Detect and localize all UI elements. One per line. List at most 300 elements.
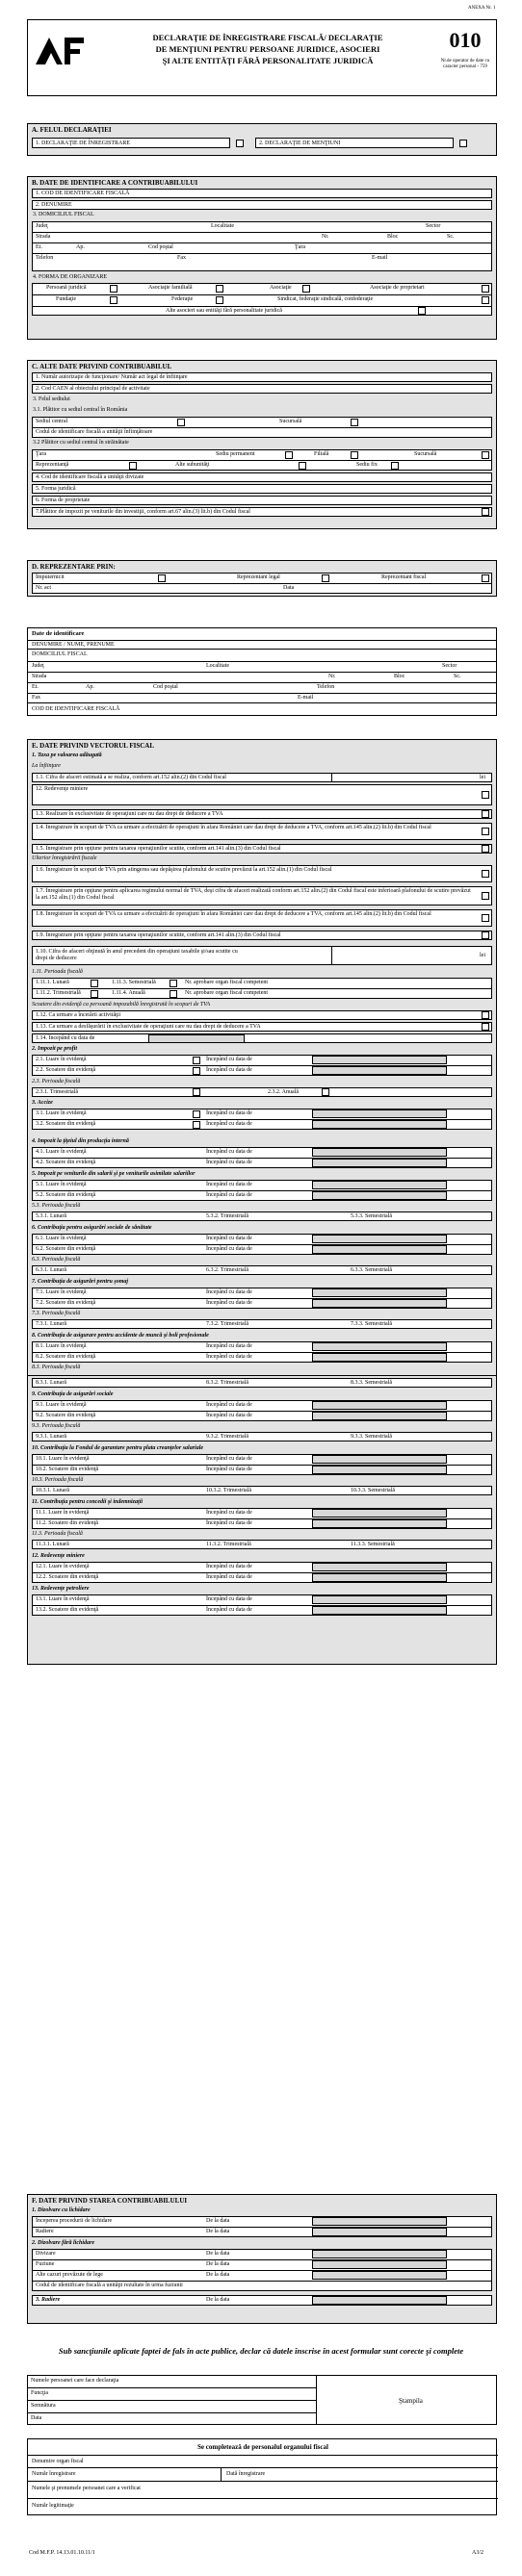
f-1-grid[interactable] — [32, 2216, 492, 2237]
ident-localitate: Localitate — [206, 663, 229, 669]
checkbox-sediu-fix[interactable] — [391, 462, 399, 470]
ident-denumire[interactable] — [28, 640, 496, 650]
e-11-3-2: 11.3.2. Trimestrială — [206, 1542, 251, 1547]
e-9-3-1: 9.3.1. Lunară — [36, 1434, 66, 1440]
e-6-3-2: 6.3.2. Trimestrială — [206, 1267, 249, 1273]
e-7-3-3: 7.3.3. Semestrială — [351, 1321, 392, 1327]
date-1-14[interactable] — [148, 1034, 245, 1043]
forma-af[interactable]: Asociaţie familială — [148, 285, 193, 291]
domiciliu-label: 3. DOMICILIUL FISCAL — [33, 212, 94, 217]
date-6-1[interactable] — [312, 1235, 447, 1243]
e-7-3-2: 7.3.2. Trimestrială — [206, 1321, 249, 1327]
f-fuziune: Fuziune — [36, 2261, 55, 2267]
d-nr-act: Nr. act — [36, 585, 51, 591]
checkbox-1-2[interactable] — [482, 791, 489, 799]
e-8-1-date-label: Începând cu data de — [206, 1343, 252, 1349]
e-1-3-label: 1.3. Realizare în exclusivitate de operaţiuni care nu dau drept de deducere a TVA — [36, 811, 223, 817]
date-7-2[interactable] — [312, 1299, 447, 1308]
e-2-1-date-label: Începând cu data de — [206, 1057, 252, 1062]
d-imputernicit: Împuternicit — [36, 574, 65, 580]
e-1-6[interactable] — [32, 865, 492, 882]
date-4-2[interactable] — [312, 1159, 447, 1167]
e-3-1: 3.1. Luare în evidenţă — [36, 1110, 87, 1116]
e-1-7-label: 1.7. Înregistrare prin opţiune pentru aplicarea regimului normal de TVA, deşi cifra de afaceri realizată conform art.152 alin.(2) din Codul fiscal este inferioară plafonului de scutire prevăzut la art.152 alin.(1) din Codul fiscal — [36, 888, 471, 901]
e-10-2-date-label: Începând cu data de — [206, 1467, 252, 1472]
e-9-1-date-label: Începând cu data de — [206, 1402, 252, 1408]
checkbox-sindicat[interactable] — [482, 296, 489, 304]
checkbox-1-11-2[interactable] — [91, 990, 98, 998]
title-line-1: DECLARAŢIE DE ÎNREGISTRARE FISCALĂ/ DECLARAŢIE — [152, 33, 383, 42]
date-5-2[interactable] — [312, 1191, 447, 1200]
e-1-10[interactable] — [32, 946, 492, 965]
checkbox-af[interactable] — [216, 285, 223, 293]
checkbox-asoc[interactable] — [302, 285, 310, 293]
e-11-3: 11.3. Perioada fiscală — [32, 1531, 83, 1537]
e-8-2: 8.2. Scoatere din evidenţă — [36, 1354, 96, 1360]
e-1-4[interactable] — [32, 823, 492, 840]
ident-denumire-label: DENUMIRE / NUME, PRENUME — [32, 642, 115, 648]
opt-mentiuni[interactable] — [255, 138, 454, 148]
section-b — [27, 176, 497, 340]
checkbox-reprezentant-fiscal[interactable] — [482, 574, 489, 582]
c-forma-proprietate[interactable] — [32, 496, 492, 505]
e-10: 10. Contribuţia la Fondul de garantare pentru plata creanţelor salariale — [32, 1445, 204, 1451]
e-5-2-date-label: Începând cu data de — [206, 1192, 252, 1198]
e-2-2-date-label: Începând cu data de — [206, 1067, 252, 1073]
checkbox-1-9[interactable] — [482, 931, 489, 939]
e-9-1: 9.1. Luare în evidenţă — [36, 1402, 87, 1408]
e-1-12[interactable] — [32, 1010, 492, 1020]
e-13-1: 13.1. Luare în evidenţă — [36, 1596, 90, 1602]
section-e-title: E. DATE PRIVIND VECTORUL FISCAL — [32, 742, 154, 750]
checkbox-1-13[interactable] — [482, 1023, 489, 1031]
f-3-de-la: De la data — [206, 2297, 230, 2303]
ident-address[interactable] — [28, 661, 496, 703]
e-12-grid[interactable] — [32, 1562, 492, 1583]
e-8-3-2: 8.3.2. Trimestrială — [206, 1380, 249, 1386]
e-7-2-date-label: Începând cu data de — [206, 1300, 252, 1306]
decl-data[interactable] — [28, 2413, 317, 2425]
checkbox-impozit-investitii[interactable] — [482, 508, 489, 516]
e-8-3-row[interactable] — [32, 1378, 492, 1388]
c-cod-divizate[interactable] — [32, 472, 492, 482]
e-7-1: 7.1. Luare în evidenţă — [36, 1289, 87, 1295]
e-12-2: 12.2. Scoatere din evidenţă — [36, 1574, 99, 1580]
ident-cod: COD DE IDENTIFICARE FISCALĂ — [32, 706, 120, 712]
f-radiere-de-la: De la data — [206, 2229, 230, 2234]
denumire-field[interactable] — [32, 200, 492, 210]
checkbox-sediu-central[interactable] — [177, 419, 185, 426]
e-1-8[interactable] — [32, 909, 492, 927]
opt-inregistrare-label: 1. DECLARAŢIE DE ÎNREGISTRARE — [36, 140, 130, 146]
decl-stampila: Ştampila — [399, 2397, 423, 2405]
checkbox-2-2[interactable] — [193, 1067, 200, 1075]
e-1-12-label: 1.12. Ca urmare a încetării activităţii — [36, 1012, 121, 1018]
localitate-label: Localitate — [211, 223, 234, 229]
checkbox-1-7[interactable] — [482, 892, 489, 900]
date-12-1[interactable] — [312, 1563, 447, 1571]
c-alte-subunitati: Alte subunităţi — [175, 462, 210, 468]
e-1-3[interactable] — [32, 809, 492, 819]
e-2-2: 2.2. Scoatere din evidenţă — [36, 1067, 96, 1073]
section-c — [27, 360, 497, 529]
c-strain-block[interactable] — [32, 449, 492, 471]
e-6-grid[interactable] — [32, 1234, 492, 1255]
e-1-8-label: 1.8. Înregistrare în scopuri de TVA ca urmare a efectuării de operaţiuni în afara României care dau drept de deducere a TVA, conform art.145 alin.(2) lit.b) din Codul fiscal — [36, 911, 431, 917]
e-1-2[interactable] — [32, 784, 492, 805]
form-note: Nr.de operator de date cu caracter personal - 759 — [440, 59, 490, 69]
date-10-2[interactable] — [312, 1466, 447, 1474]
e-13-grid[interactable] — [32, 1594, 492, 1616]
f-2-grid[interactable] — [32, 2249, 492, 2291]
e-7-3: 7.3. Perioada fiscală — [32, 1311, 81, 1316]
e-8-1: 8.1. Luare în evidenţă — [36, 1343, 87, 1349]
e-5-3-3: 5.3.3. Semestrială — [351, 1213, 392, 1219]
forma-pj[interactable]: Persoană juridică — [46, 285, 87, 291]
date-3-2[interactable] — [312, 1120, 447, 1129]
section-c-title: C. ALTE DATE PRIVIND CONTRIBUABILUL — [32, 363, 172, 370]
c-sucursala2: Sucursală — [414, 451, 437, 457]
e-12-2-date-label: Începând cu data de — [206, 1574, 252, 1580]
e-1-11: 1.11. Perioada fiscală — [32, 969, 83, 975]
checkbox-2-3-1[interactable] — [193, 1088, 200, 1096]
e-10-2: 10.2. Scoatere din evidenţă — [36, 1467, 99, 1472]
f-2: 2. Dizolvare fără lichidare — [32, 2240, 94, 2246]
annex-label: ANEXA Nr. 1 — [468, 6, 496, 11]
declaration-box — [27, 2375, 497, 2425]
c-caen[interactable] — [32, 384, 492, 394]
f-divizare-de-la: De la data — [206, 2251, 230, 2257]
e-6-3-1: 6.3.1. Lunară — [36, 1267, 66, 1273]
organ-title: Se completează de personalul organului fiscal — [197, 2443, 328, 2451]
e-4-grid[interactable] — [32, 1147, 492, 1168]
date-12-2[interactable] — [312, 1573, 447, 1582]
e-5-1-date-label: Începând cu data de — [206, 1182, 252, 1187]
title-line-2: DE MENŢIUNI PENTRU PERSOANE JURIDICE, ASOCIERI — [155, 44, 380, 54]
checkbox-reprezentanta[interactable] — [129, 462, 137, 470]
e-nr-aprobare-1: Nr. aprobare organ fiscal competent — [185, 980, 269, 985]
c-sediu-permanent: Sediu permanent — [216, 451, 255, 457]
checkbox-3-1[interactable] — [193, 1110, 200, 1118]
date-8-1[interactable] — [312, 1342, 447, 1351]
e-10-3-row[interactable] — [32, 1486, 492, 1495]
forma-alte[interactable]: Alte asocieri sau entităţi fără personalitate juridică — [166, 308, 282, 314]
cif-field[interactable] — [32, 189, 492, 198]
d-block[interactable] — [32, 573, 492, 594]
e-10-3-2: 10.3.2. Trimestrială — [206, 1488, 252, 1493]
checkbox-filiala[interactable] — [351, 451, 358, 459]
c-impozit-investitii-label: 7.Plătitor de impozit pe veniturile din investiţii, conform art.67 alin.(3) lit.b) din Codul fiscal — [36, 509, 250, 515]
e-10-3-3: 10.3.3. Semestrială — [351, 1488, 395, 1493]
e-2-3-row[interactable] — [32, 1087, 492, 1097]
e-1-11-3: 1.11.3. Semestrială — [112, 980, 156, 985]
address-block[interactable] — [32, 221, 492, 271]
e-1-13-label: 1.13. Ca urmare a desfăşurării în exclusivitate de operaţiuni care nu dau drept de deducere a TVA — [36, 1024, 261, 1030]
c-tara: Ţara — [36, 451, 46, 457]
e-3-grid[interactable] — [32, 1109, 492, 1130]
decl-functia-label: Funcţia — [31, 2390, 48, 2396]
e-9-3-row[interactable] — [32, 1432, 492, 1441]
e-7-grid[interactable] — [32, 1288, 492, 1309]
e-11-1: 11.1. Luare în evidenţă — [36, 1510, 90, 1516]
forma-asocprop[interactable]: Asociaţie de proprietari — [370, 285, 425, 291]
date-6-2[interactable] — [312, 1245, 447, 1254]
fax-label: Fax — [177, 255, 186, 261]
date-f-radiere[interactable] — [312, 2228, 447, 2236]
checkbox-2-3-2[interactable] — [322, 1088, 329, 1096]
e-7-1-date-label: Începând cu data de — [206, 1289, 252, 1295]
forma-fundatie[interactable]: Fundaţie — [56, 296, 76, 302]
section-f — [27, 2194, 497, 2324]
e-9-2: 9.2. Scoatere din evidenţă — [36, 1413, 96, 1418]
e-10-3: 10.3. Perioada fiscală — [32, 1477, 84, 1483]
ident-fax: Fax — [32, 695, 40, 701]
e-2-1: 2.1. Luare în evidenţă — [36, 1057, 87, 1062]
organ-denumire[interactable] — [28, 2455, 498, 2468]
e-11: 11. Contribuţia pentru concedii şi indemnizaţii — [32, 1499, 144, 1505]
e-13: 13. Redevenţe petroliere — [32, 1586, 90, 1592]
e-11-3-row[interactable] — [32, 1540, 492, 1549]
e-ulterior: Ulterior înregistrării fiscale — [32, 855, 97, 861]
e-scoatere: Scoatere din evidenţă ca persoană impozabilă înregistrată în scopuri de TVA — [32, 1002, 211, 1007]
e-5-grid[interactable] — [32, 1180, 492, 1201]
e-1-10-lei: lei — [480, 953, 485, 958]
checkbox-sucursala2[interactable] — [482, 451, 489, 459]
e-5-3-1: 5.3.1. Lunară — [36, 1213, 66, 1219]
checkbox-alte-subunitati[interactable] — [299, 462, 306, 470]
checkbox-alte[interactable] — [418, 307, 426, 315]
e-5-3-2: 5.3.2. Trimestrială — [206, 1213, 249, 1219]
e-1-2-label: 12. Redevenţe miniere — [36, 786, 89, 792]
ident-domiciliu: DOMICILIUL FISCAL — [32, 651, 88, 657]
c-impozit-investitii[interactable] — [32, 507, 492, 517]
f-inceperea: Începerea procedurii de lichidare — [36, 2218, 113, 2224]
organ-nr-data[interactable] — [28, 2468, 498, 2482]
e-1-13[interactable] — [32, 1022, 492, 1032]
checkbox-pj[interactable] — [110, 285, 117, 293]
e-13-1-date-label: Începând cu data de — [206, 1596, 252, 1602]
checkbox-1-11-3[interactable] — [170, 980, 177, 987]
e-1-7[interactable] — [32, 886, 492, 905]
checkbox-sediu-permanent[interactable] — [285, 451, 293, 459]
checkbox-1-4[interactable] — [482, 828, 489, 835]
e-5: 5. Impozit pe veniturile din salarii şi pe veniturile asimilate salariilor — [32, 1171, 196, 1177]
date-9-2[interactable] — [312, 1412, 447, 1420]
c-forma-juridica-label: 5. Forma juridică — [36, 486, 76, 492]
checkbox-1-12[interactable] — [482, 1011, 489, 1019]
opt-mentiuni-label: 2. DECLARAŢIE DE MENŢIUNI — [259, 140, 341, 146]
ident-judet: Judeţ — [32, 663, 44, 669]
ident-sector: Sector — [442, 663, 457, 669]
e-2-grid[interactable] — [32, 1055, 492, 1076]
email-label: E-mail — [372, 255, 388, 261]
checkbox-federatie[interactable] — [216, 296, 223, 304]
ident-ap: Ap. — [86, 684, 94, 690]
e-4-2-date-label: Începând cu data de — [206, 1160, 252, 1165]
e-9-3-3: 9.3.3. Semestrială — [351, 1434, 392, 1440]
declaration-text: Sub sancţiunile aplicate faptei de fals în acte publice, declar că datele înscrise în acest formular sunt corecte şi complete — [58, 2346, 464, 2356]
c-felul-sediului: 3. Felul sediului — [33, 396, 70, 402]
decl-nume[interactable] — [28, 2376, 317, 2388]
c-cod-unit: Codul de identificare fiscală a unităţii înfiinţătoare — [36, 429, 153, 435]
e-2-3-1: 2.3.1. Trimestrială — [36, 1089, 79, 1095]
e-2-3-2: 2.3.2. Anuală — [268, 1089, 299, 1095]
c-sucursala: Sucursală — [279, 419, 302, 424]
e-1-11-2: 1.11.2. Trimestrială — [36, 990, 81, 996]
e-1-14-label: 1.14. Începând cu data de — [36, 1035, 95, 1041]
decl-semnatura-label: Semnătura — [31, 2403, 56, 2409]
checkbox-1-8[interactable] — [482, 914, 489, 922]
f-fuziune-de-la: De la data — [206, 2261, 230, 2267]
date-2-2[interactable] — [312, 1066, 447, 1075]
checkbox-2-1[interactable] — [193, 1057, 200, 1064]
checkbox-sucursala[interactable] — [351, 419, 358, 426]
e-10-1-date-label: Începând cu data de — [206, 1456, 252, 1462]
nr-label: Nr. — [322, 234, 329, 240]
date-f-inceperea[interactable] — [312, 2217, 447, 2226]
e-1-5[interactable] — [32, 844, 492, 854]
e-9-grid[interactable] — [32, 1400, 492, 1421]
sc-label: Sc. — [447, 234, 455, 240]
date-11-2[interactable] — [312, 1519, 447, 1528]
forma-federatie[interactable]: Federaţie — [171, 296, 194, 302]
header-box — [27, 19, 497, 96]
date-5-1[interactable] — [312, 1181, 447, 1189]
e-2: 2. Impozit pe profit — [32, 1046, 78, 1052]
judet-label: Judeţ — [36, 223, 48, 229]
e-8-2-date-label: Începând cu data de — [206, 1354, 252, 1360]
e-1-1-label: 1.1. Cifra de afaceri estimată a se realiza, conform art.152 alin.(2) din Codul fiscal — [36, 775, 226, 780]
date-9-1[interactable] — [312, 1401, 447, 1410]
date-2-1[interactable] — [312, 1056, 447, 1064]
c-autorizatie-label: 1. Număr autorizaţie de funcţionare/ Număr act legal de înfiinţare — [36, 374, 188, 380]
section-e-cont — [27, 1376, 497, 1665]
date-3-1[interactable] — [312, 1109, 447, 1118]
c-autorizatie[interactable] — [32, 372, 492, 382]
organ-data-inreg: Dată înregistrare — [226, 2471, 266, 2477]
checkbox-fundatie[interactable] — [110, 296, 117, 304]
checkbox-1-5[interactable] — [482, 845, 489, 853]
f-inceperea-de-la: De la data — [206, 2218, 230, 2224]
e-11-3-3: 11.3.3. Semestrială — [351, 1542, 395, 1547]
date-11-1[interactable] — [312, 1509, 447, 1518]
e-1-1[interactable] — [32, 773, 492, 782]
f-alte-cazuri: Alte cazuri prevăzute de lege — [36, 2272, 103, 2278]
checkbox-1-11-1[interactable] — [91, 980, 98, 987]
ident-telefon: Telefon — [317, 684, 335, 690]
e-11-1-date-label: Începând cu data de — [206, 1510, 252, 1516]
checkbox-reprezentant-legal[interactable] — [322, 574, 329, 582]
form-title — [109, 32, 427, 66]
e-13-2-date-label: Începând cu data de — [206, 1607, 252, 1613]
e-6-3-row[interactable] — [32, 1265, 492, 1275]
e-1-11-grid[interactable] — [32, 978, 492, 999]
ident-nr: Nr. — [328, 674, 336, 679]
date-13-2[interactable] — [312, 1606, 447, 1615]
decl-functia[interactable] — [28, 2388, 317, 2401]
e-13-2: 13.2. Scoatere din evidenţă — [36, 1607, 99, 1613]
e-8-3: 8.3. Perioada fiscală — [32, 1365, 81, 1370]
checkbox-imputernicit[interactable] — [158, 574, 166, 582]
c-forma-juridica[interactable] — [32, 484, 492, 494]
e-1-14[interactable] — [32, 1033, 492, 1043]
ident-bloc: Bloc — [394, 674, 405, 679]
checkbox-1-11-4[interactable] — [170, 990, 177, 998]
c-reprezentanta: Reprezentanţă — [36, 462, 69, 468]
organ-denumire-label: Denumire organ fiscal — [32, 2459, 84, 2464]
e-3-1-date-label: Începând cu data de — [206, 1110, 252, 1116]
f-alte-de-la: De la data — [206, 2272, 230, 2278]
telefon-label: Telefon — [36, 255, 54, 261]
organ-nr-inreg: Număr înregistrare — [32, 2471, 76, 2477]
e-tva: 1. Taxa pe valoarea adăugată — [32, 752, 102, 758]
ident-section — [27, 627, 497, 716]
e-5-3-row[interactable] — [32, 1211, 492, 1221]
date-8-2[interactable] — [312, 1353, 447, 1362]
e-8-3-3: 8.3.3. Semestrială — [351, 1380, 392, 1386]
e-11-3-1: 11.3.1. Lunară — [36, 1542, 69, 1547]
e-6-1: 6.1. Luare în evidenţă — [36, 1236, 87, 1241]
date-4-1[interactable] — [312, 1148, 447, 1157]
sector-label: Sector — [426, 223, 441, 229]
checkbox-asocprop[interactable] — [482, 285, 489, 293]
ident-sc: Sc. — [454, 674, 461, 679]
decl-semnatura[interactable] — [28, 2401, 317, 2413]
checkbox-1-6[interactable] — [482, 870, 489, 878]
checkbox-3-2[interactable] — [193, 1121, 200, 1129]
denumire-label: 2. DENUMIRE — [36, 202, 72, 208]
organ-nume[interactable] — [28, 2482, 498, 2499]
e-10-3-1: 10.3.1. Lunară — [36, 1488, 69, 1493]
c-forma-proprietate-label: 6. Forma de proprietate — [36, 497, 91, 503]
date-f-3[interactable] — [312, 2296, 447, 2305]
e-9-3: 9.3. Perioada fiscală — [32, 1423, 81, 1429]
checkbox-mentiuni[interactable] — [459, 140, 467, 147]
checkbox-1-3[interactable] — [482, 810, 489, 818]
e-1-9[interactable] — [32, 931, 492, 940]
d-data: Data — [283, 585, 295, 591]
date-f-divizare[interactable] — [312, 2250, 447, 2258]
c-platitor-strainatate: 3.2 Plătitor cu sediul central în străinătate — [33, 440, 129, 446]
checkbox-inregistrare[interactable] — [236, 140, 244, 147]
e-1-11-1: 1.11.1. Lunară — [36, 980, 69, 985]
forma-sindicat[interactable]: Sindicat, federaţie sindicală, confederaţie — [277, 296, 374, 302]
e-1-10-label: 1.10. Cifra de afaceri obţinută în anul precedent din operaţiuni taxabile şi/sau scutite cu drept de deducere — [36, 949, 238, 961]
e-11-grid[interactable] — [32, 1508, 492, 1529]
section-f-title: F. DATE PRIVIND STAREA CONTRIBUABILULUI — [32, 2197, 188, 2205]
date-f-alte[interactable] — [312, 2271, 447, 2280]
c-sediu-block[interactable] — [32, 417, 492, 438]
e-8-grid[interactable] — [32, 1341, 492, 1363]
date-f-fuziune[interactable] — [312, 2260, 447, 2269]
e-12: 12. Redevenţe miniere — [32, 1553, 85, 1559]
opt-inregistrare[interactable] — [32, 138, 230, 148]
date-10-1[interactable] — [312, 1455, 447, 1464]
bloc-label: Bloc — [387, 234, 399, 240]
e-7-3-row[interactable] — [32, 1319, 492, 1329]
e-5-1: 5.1. Luare în evidenţă — [36, 1182, 87, 1187]
e-9-2-date-label: Începând cu data de — [206, 1413, 252, 1418]
e-9-3-2: 9.3.2. Trimestrială — [206, 1434, 249, 1440]
date-7-1[interactable] — [312, 1288, 447, 1297]
f-3-row[interactable] — [32, 2295, 492, 2306]
c-caen-label: 2. Cod CAEN al obiectului principal de activitate — [36, 386, 150, 392]
e-4: 4. Impozit la ţiţeiul din producţia internă — [32, 1138, 129, 1144]
e-6-3: 6.3. Perioada fiscală — [32, 1257, 81, 1262]
forma-asoc[interactable]: Asociaţie — [270, 285, 292, 291]
e-10-grid[interactable] — [32, 1454, 492, 1475]
date-13-1[interactable] — [312, 1595, 447, 1604]
